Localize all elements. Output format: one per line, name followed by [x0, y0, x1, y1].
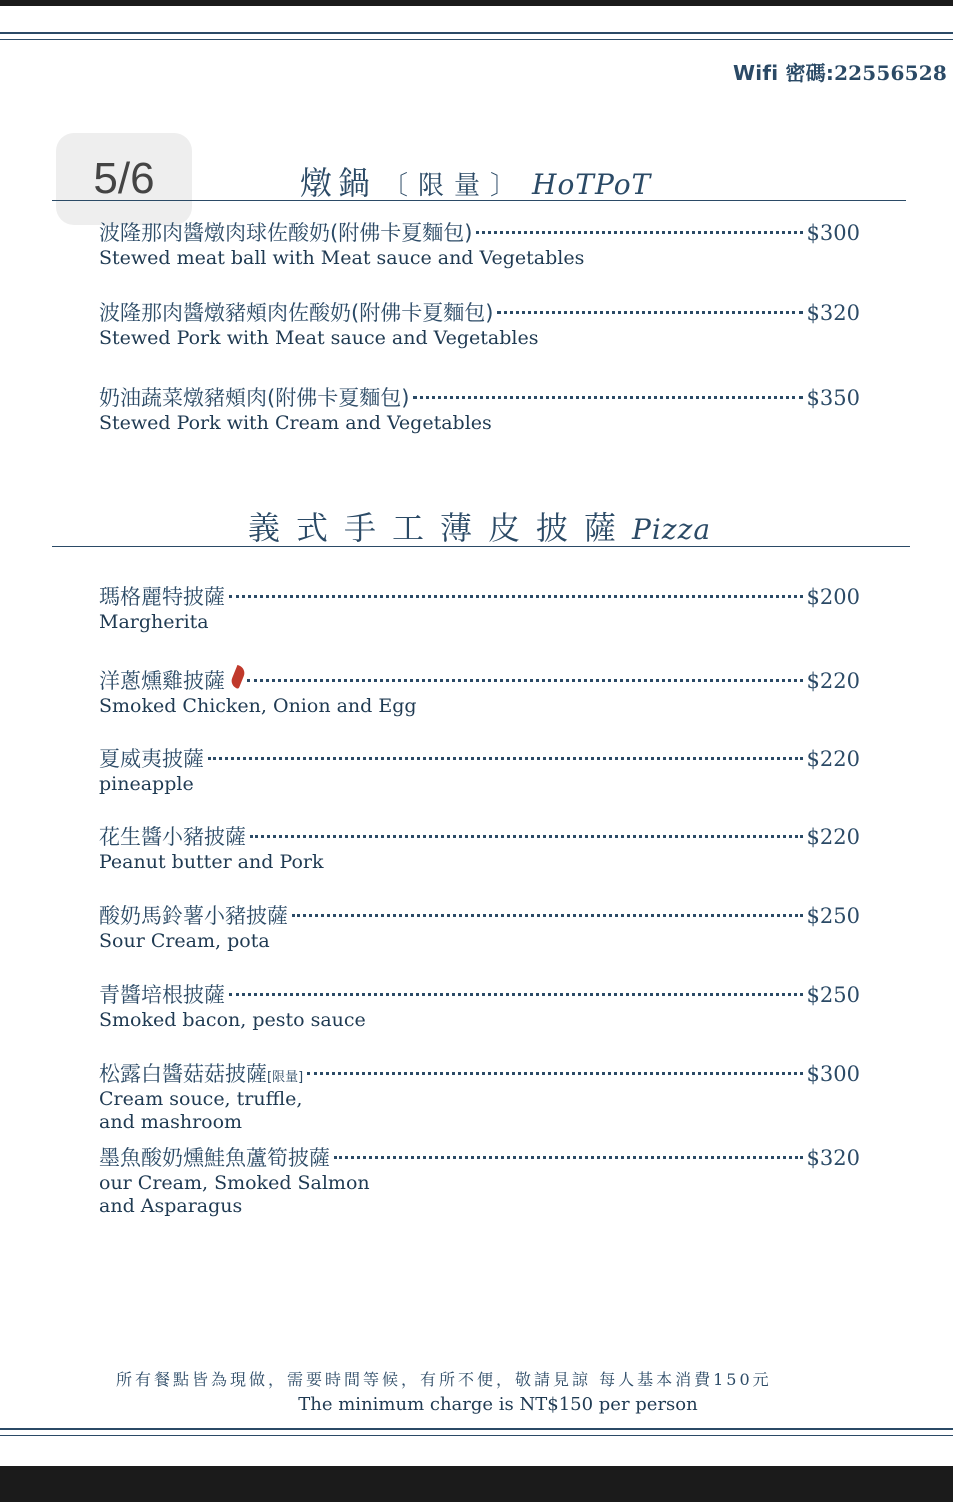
dot-leader	[292, 914, 803, 917]
menu-item-name: 奶油蔬菜燉豬頰肉(附佛卡夏麵包)	[99, 386, 410, 410]
menu-item-price: $250	[806, 983, 860, 1007]
dot-leader	[413, 396, 802, 399]
menu-item	[99, 581, 860, 634]
menu-item-price: $220	[806, 747, 860, 771]
menu-item-name: 酸奶馬鈴薯小豬披薩	[99, 904, 288, 928]
wifi-label: Wifi 密碼:	[733, 61, 835, 85]
dot-leader	[334, 1156, 803, 1159]
menu-item	[99, 665, 860, 718]
section-title-zh: 燉鍋	[300, 164, 377, 202]
menu-item-english: Sour Cream, pota	[99, 930, 270, 952]
bottom-frame-bar	[0, 1466, 953, 1502]
menu-item-name: 墨魚酸奶燻鮭魚蘆筍披薩	[99, 1146, 330, 1170]
dot-leader	[250, 835, 803, 838]
menu-item	[99, 382, 860, 435]
footer-notice-zh: 所有餐點皆為現做，需要時間等候，有所不便，敬請見諒 每人基本消費150元	[116, 1370, 772, 1389]
menu-item	[99, 1058, 860, 1134]
dot-leader	[229, 595, 803, 598]
menu-item-english: Cream souce, truffle,	[99, 1088, 303, 1110]
dot-leader	[307, 1072, 802, 1075]
menu-item-english-line2: and Asparagus	[99, 1195, 243, 1217]
menu-item	[99, 821, 860, 874]
section-divider-hotpot	[52, 200, 906, 201]
menu-item-price: $220	[806, 669, 860, 693]
menu-item-price: $300	[806, 1062, 860, 1086]
menu-item-name: 波隆那肉醬燉豬頰肉佐酸奶(附佛卡夏麵包)	[99, 301, 494, 325]
section-title-en: HoTPoT	[532, 168, 652, 201]
menu-item-name: 瑪格麗特披薩	[99, 585, 225, 609]
bottom-border-rule	[0, 1428, 953, 1436]
menu-item-name: 洋蔥燻雞披薩	[99, 669, 225, 693]
top-border-rule	[0, 32, 953, 40]
section-title-pizza	[248, 503, 711, 549]
dot-leader	[229, 993, 803, 996]
menu-item	[99, 217, 860, 270]
menu-item-english: Peanut butter and Pork	[99, 851, 324, 873]
menu-item-english-line2: and mashroom	[99, 1111, 243, 1133]
limited-note: [限量]	[267, 1070, 304, 1085]
dot-leader	[247, 679, 803, 682]
menu-item-english: Smoked Chicken, Onion and Egg	[99, 695, 417, 717]
menu-item-name: 花生醬小豬披薩	[99, 825, 246, 849]
chili-pepper-icon	[229, 665, 247, 689]
menu-item-english: our Cream, Smoked Salmon	[99, 1172, 370, 1194]
menu-item	[99, 297, 860, 350]
menu-item-english: pineapple	[99, 773, 194, 795]
menu-item-name-text: 松露白醬菇菇披薩	[99, 1062, 267, 1086]
dot-leader	[208, 757, 803, 760]
menu-item-english: Margherita	[99, 611, 209, 633]
wifi-info	[733, 57, 947, 86]
menu-item-price: $350	[806, 386, 860, 410]
footer-notice-en: The minimum charge is NT$150 per person	[298, 1394, 698, 1415]
menu-item-name: 夏威夷披薩	[99, 747, 204, 771]
menu-item-english: Stewed meat ball with Meat sauce and Vegetables	[99, 247, 585, 269]
menu-item-price: $300	[806, 221, 860, 245]
menu-item	[99, 1142, 860, 1218]
menu-item-english: Stewed Pork with Cream and Vegetables	[99, 412, 492, 434]
top-frame-bar	[0, 0, 953, 6]
menu-item	[99, 979, 860, 1032]
section-title-note: 〔限量〕	[382, 171, 527, 201]
menu-item-english: Stewed Pork with Meat sauce and Vegetables	[99, 327, 539, 349]
wifi-password: 22556528	[834, 61, 947, 85]
menu-item-name	[99, 1058, 303, 1088]
menu-item-name: 青醬培根披薩	[99, 983, 225, 1007]
menu-item-price: $320	[806, 1146, 860, 1170]
menu-item-price: $250	[806, 904, 860, 928]
page-indicator: 5/6	[56, 133, 192, 225]
dot-leader	[476, 231, 802, 234]
section-divider-pizza	[52, 546, 910, 547]
menu-item-english: Smoked bacon, pesto sauce	[99, 1009, 366, 1031]
dot-leader	[497, 311, 802, 314]
section-title-hotpot	[300, 158, 651, 204]
menu-item	[99, 743, 860, 796]
menu-item-price: $220	[806, 825, 860, 849]
section-title-zh: 義式手工薄皮披薩	[248, 509, 633, 547]
menu-item	[99, 900, 860, 953]
menu-item-price: $200	[806, 585, 860, 609]
section-title-en: Pizza	[632, 513, 712, 546]
menu-item-name: 波隆那肉醬燉肉球佐酸奶(附佛卡夏麵包)	[99, 221, 473, 245]
menu-item-price: $320	[806, 301, 860, 325]
